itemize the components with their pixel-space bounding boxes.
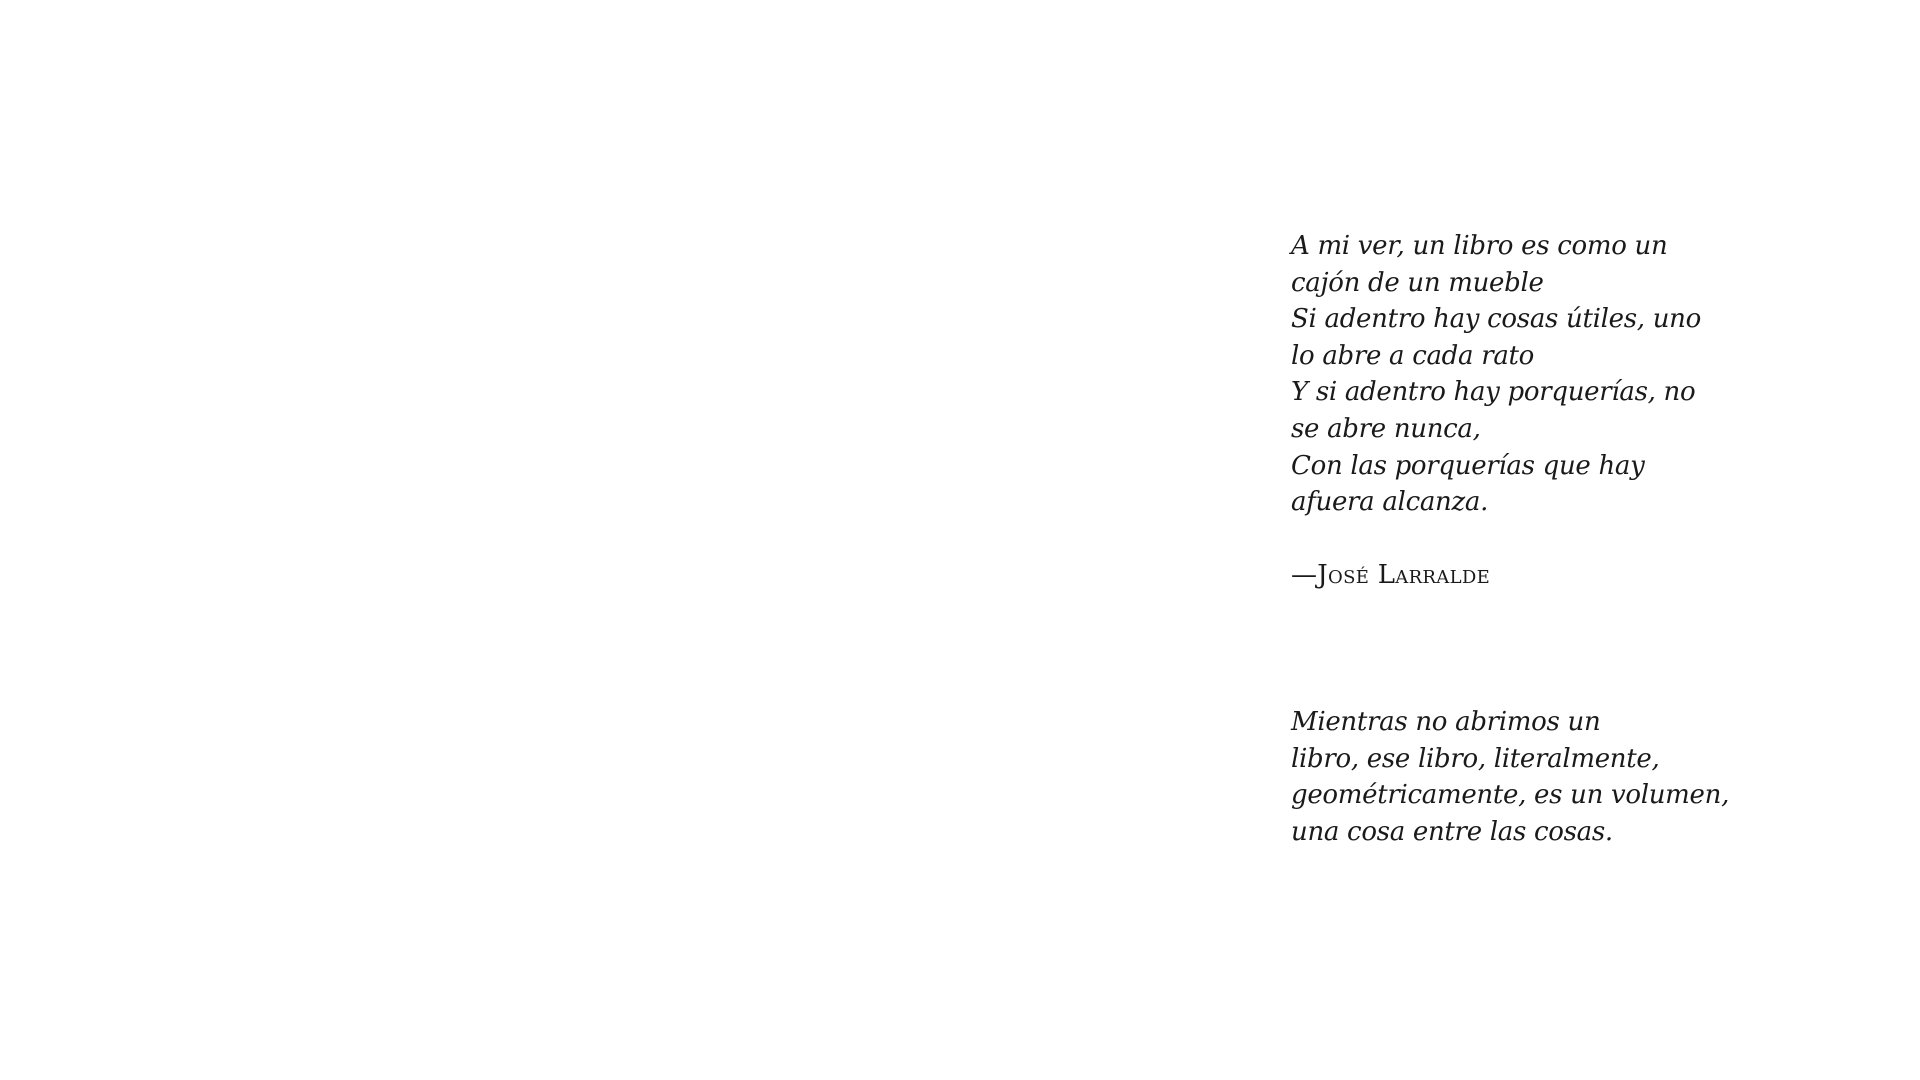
- epigraph-line: A mi ver, un libro es como un: [1291, 231, 1668, 261]
- second-quote-line: libro, ese libro, literalmente,: [1291, 743, 1660, 774]
- epigraph-line: lo abre a cada rato: [1291, 340, 1535, 371]
- second-quote-line: geométricamente, es un volumen,: [1291, 780, 1730, 811]
- epigraph-line: cajón de un mueble: [1291, 267, 1544, 298]
- second-quote: [1291, 704, 1730, 850]
- epigraph-attribution: —José Larralde: [1291, 559, 1491, 590]
- epigraph-quote: [1291, 228, 1711, 593]
- epigraph-line: Y si adentro hay porquerías, no: [1291, 377, 1696, 408]
- epigraph-line: afuera alcanza.: [1291, 487, 1489, 518]
- second-quote-line: Mientras no abrimos un: [1291, 707, 1601, 737]
- epigraph-line: Con las porquerías que hay: [1291, 450, 1645, 481]
- epigraph-line: se abre nunca,: [1291, 413, 1481, 444]
- epigraph-line: Si adentro hay cosas útiles, uno: [1291, 304, 1701, 335]
- second-quote-line: una cosa entre las cosas.: [1291, 816, 1613, 847]
